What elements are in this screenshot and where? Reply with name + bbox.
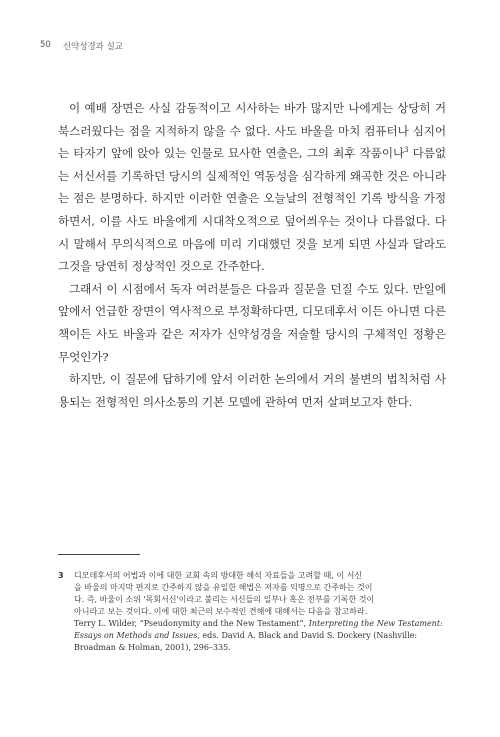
page-number: 50 [40,40,51,50]
running-header [40,40,123,52]
footnote-number: 3 [58,571,64,580]
paragraph-3: 하지만, 이 질문에 답하기에 앞서 이러한 논의에서 거의 불변의 법칙처럼 사용되는 전형적인 의사소통의 기본 모델에 관하여 먼저 살펴보고자 한다. [58,372,446,409]
citation-line-3: Broadman & Holman, 2001), 296–335. [74,643,231,652]
paragraph-1: 이 예배 장면은 사실 감동적이고 시사하는 바가 많지만 나에게는 상당히 거북스러웠다는 점을 지적하지 않을 수 없다. 사도 바울을 마치 컴퓨터나 심지어는 타자기 앞에 앉아 있는 인물로 묘사한 연출은, 그의 최후 작품이나$^3$ 다름없는 서신서를 기록하던 당시의 실제적인 역동성을 심각하게 왜곡한 것은 아니라는 점은 분명하다. 하지만 이러한 연출은 오늘날의 전형적인 기록 방식을 가정하면서, 이를 사도 바울에게 시대착오적으로 덮어씌우는 것이나 다름없다. 다시 말해서 무의식적으로 마음에 미리 기대했던 것을 보게 되면 사실과 달라도 그것을 당연히 정상적인 것으로 간주한다. [58,101,446,274]
footnote [58,570,446,654]
citation-line-2: Essays on Methods and Issues, eds. David A. Black and David S. Dockery (Nashville: [74,631,418,640]
footnote-divider [58,554,140,555]
citation-line-1: Terry L. Wilder, “Pseudonymity and the New Testament”, Interpreting the New Testament: [74,619,443,628]
running-title: 신약성경과 설교 [62,42,124,52]
main-text [58,97,446,413]
paragraph-2: 그래서 이 시점에서 독자 여러분들은 다음과 질문을 던질 수도 있다. 만일에 앞에서 언급한 장면이 역사적으로 부정확하다면, 디모데후서 이든 아니면 다른 책이든 사도 바울과 같은 저자가 신약성경을 저술할 당시의 구체적인 정황은 무엇인가? [58,281,446,364]
footnote-body: 디모데후서의 어법과 이에 대한 교회 속의 방대한 해석 자료들을 고려할 때, 이 서신 을 바울의 마지막 편지로 간주하지 않을 유일한 해법은 저자를 익명으로 간주하는 것이 다. 즉, 바울이 소위 '목회서신'이라고 불리는 서신들의 일부나 혹은 전부를 기록한 것이 아니라고 보는 것이다. 이에 대한 최근의 보수적인 견해에 대해서는 다음을 참고하라. Terry L. Wilder, “Pseudonymity and the New Testament”, Interpreting the New Testament: Essays on Methods and Issues, eds. David A. Black and David S. Dockery (Nashville: Broadman & Holman, 2001), 296–335. [74,570,446,654]
footnote-ref[interactable]: 3 [404,146,409,155]
